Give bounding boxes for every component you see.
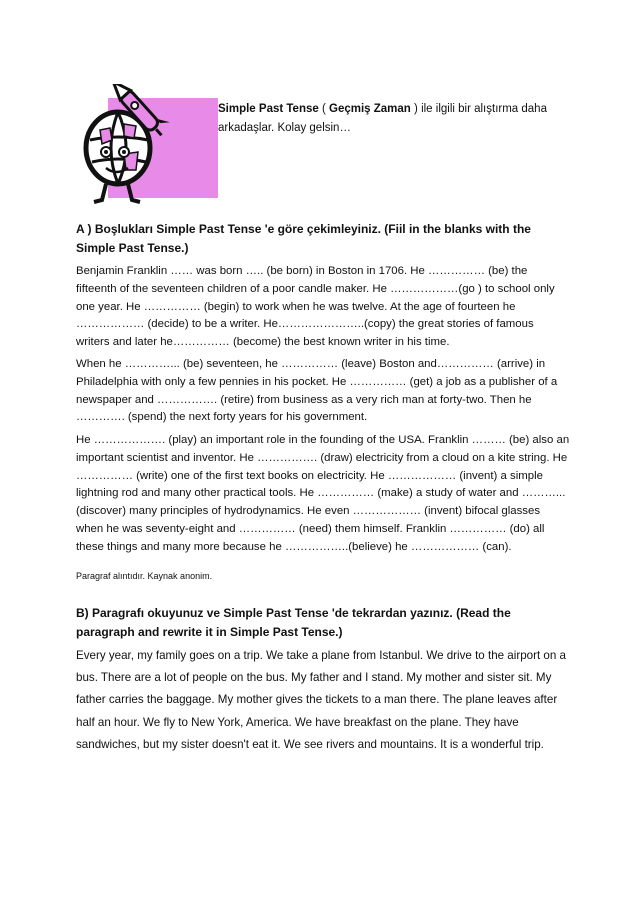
source-note-block [76, 570, 570, 582]
section-a-paragraph-2-block [76, 356, 570, 427]
section-a-heading-block [76, 220, 570, 258]
intro-sep: ( [318, 103, 330, 115]
section-a-heading: A ) Boşlukları Simple Past Tense 'e göre çekimleyiniz. (Fiil in the blanks with the Simple Past Tense.) [76, 222, 531, 255]
section-a-paragraph-1-block [76, 263, 570, 352]
section-a-paragraph-3-block [76, 432, 570, 557]
source-note: Paragraf alıntıdır. Kaynak anonim. [76, 571, 213, 581]
intro-rest: ) ile ilgili bir alıştırma daha arkadaşlar. Kolay gelsin… [218, 103, 547, 134]
intro-title-tr: Geçmiş Zaman [329, 103, 411, 115]
section-b-paragraph-block [76, 645, 570, 756]
section-b-heading: B) Paragrafı okuyunuz ve Simple Past Tense 'de tekrardan yazınız. (Read the paragraph and rewrite it in Simple Past Tense.) [76, 606, 511, 639]
section-b-heading-block [76, 604, 570, 642]
rocket-globe-icon [80, 84, 220, 214]
section-a-paragraph-2: When he …………... (be) seventeen, he …………… (leave) Boston and…………… (arrive) in Philadelphia with only a few pennies in his pocket. He …………… (get) a job as a publisher of a newspaper and ……………. (retire) from business as a very rich man at forty-two. Then he …………. (spend) the next forty years for his government. [76, 358, 558, 424]
intro-title: Simple Past Tense [218, 103, 319, 115]
intro-text [218, 100, 588, 138]
section-a-paragraph-3: He ………………. (play) an important role in the founding of the USA. Franklin ……… (be) also an important scientist and inventor. He ……………. (draw) electricity from a cloud on a kite string. He …………… (write) one of the first text books on electricity. He ……………… (invent) a simple lightning rod and many other practical tools. He …………… (make) a study of water and ………...(discover) many principles of hydrodynamics. He even ……………… (invent) bifocal glasses when he was seventy-eight and …………… (need) them himself. Franklin …………… (do) all these things and many more because he ……………..(believe) he ……………… (can). [76, 434, 570, 553]
section-a-paragraph-1: Benjamin Franklin …… was born ….. (be born) in Boston in 1706. He …………… (be) the fifteenth of the seventeen children of a poor candle maker. He ………………(go ) to school only one year. He …………… (begin) to work when he was twelve. At the age of fourteen he ……………… (decide) to be a writer. He…………………..(copy) the great stories of famous writers and later he…………… (become) the best known writer in his time. [76, 265, 555, 349]
section-b-paragraph: Every year, my family goes on a trip. We take a plane from Istanbul. We drive to the airport on a bus. There are a lot of people on the bus. My father and I stand. My mother and sister sit. My father carries the baggage. My mother gives the tickets to a man there. The plane leaves after half an hour. We fly to New York, America. We have breakfast on the plane. They have sandwiches, but my sister doesn't eat it. We see rivers and mountains. It is a wonderful trip. [76, 649, 566, 751]
